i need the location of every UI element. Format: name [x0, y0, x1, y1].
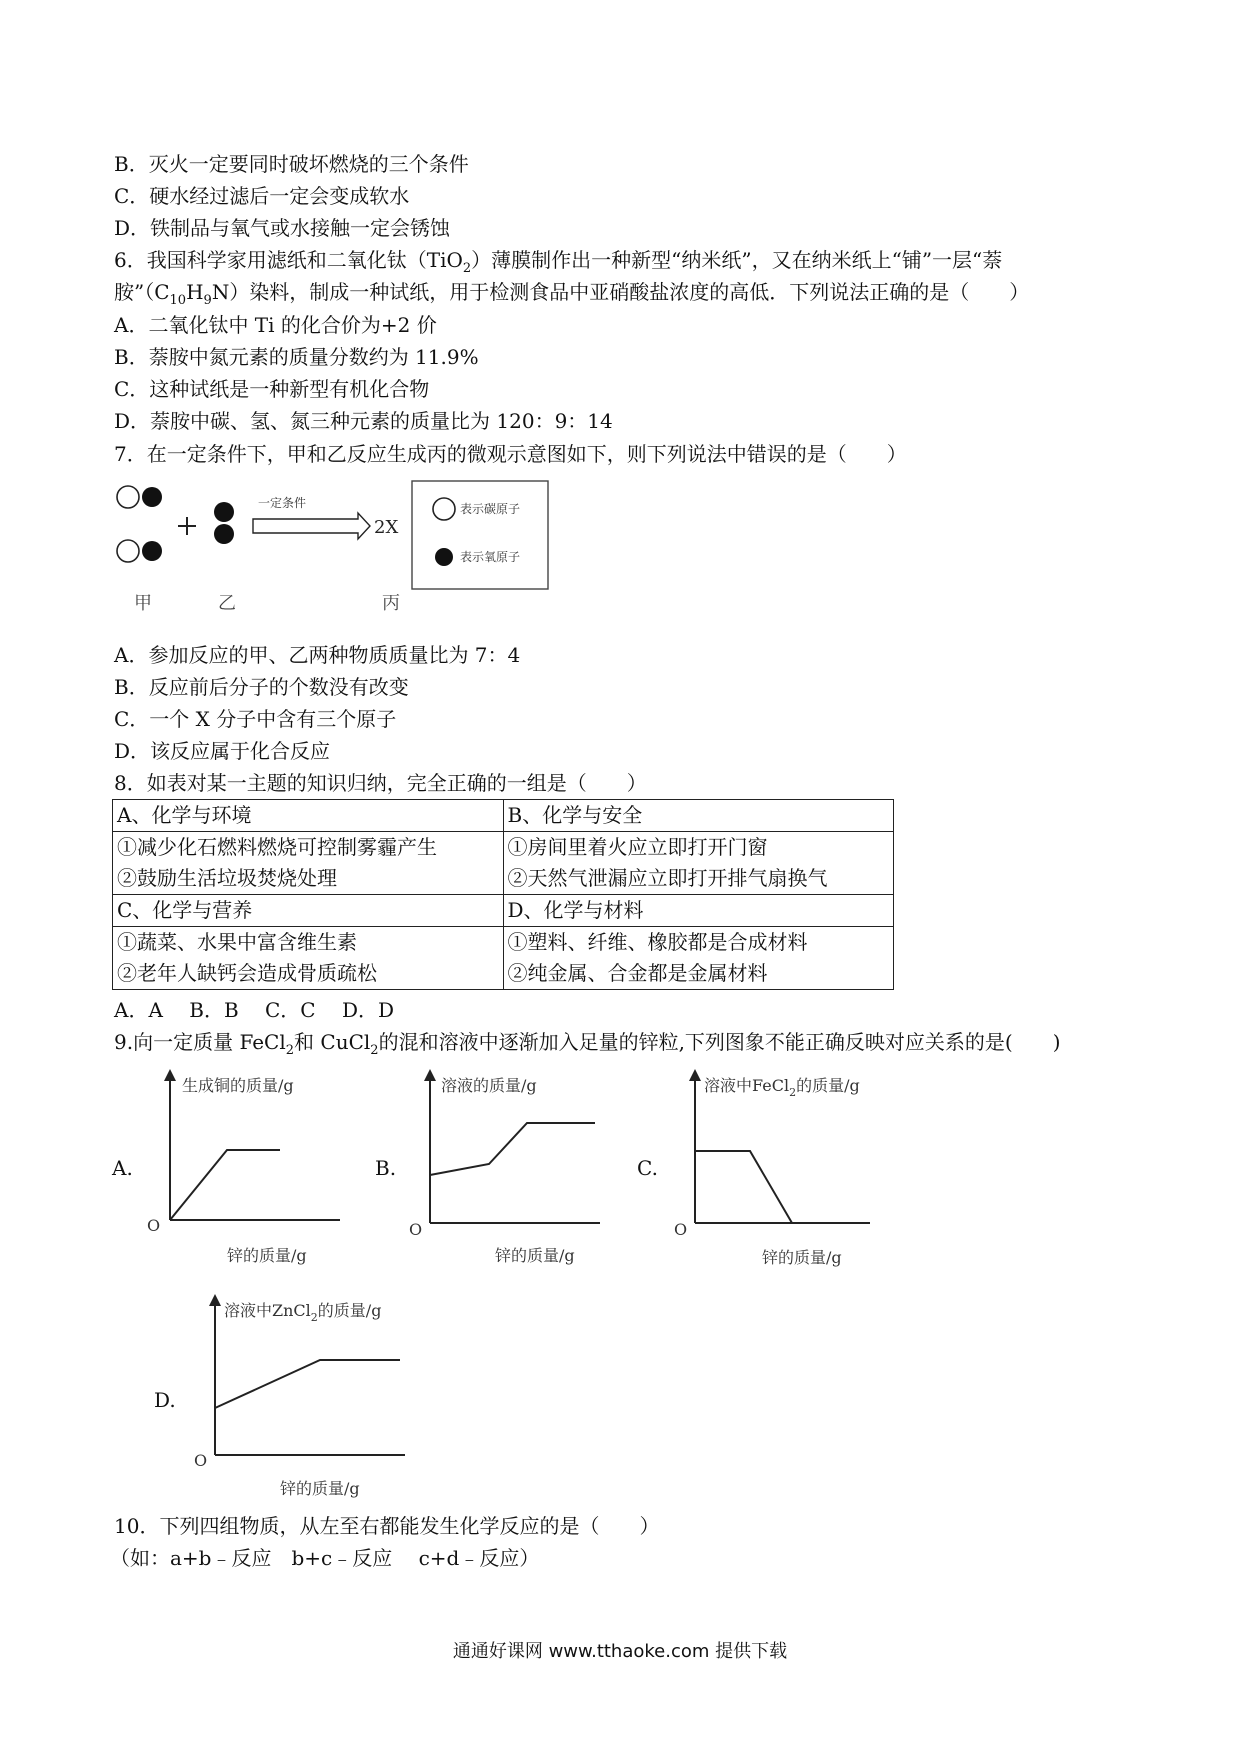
graph-a-xlabel: 锌的质量/g: [227, 1246, 307, 1265]
q7-option-a: A．参加反应的甲、乙两种物质质量比为 7：4: [114, 643, 521, 667]
table-row: [113, 895, 894, 927]
q8-options: A．A B．B C．C D．D: [114, 998, 395, 1022]
graph-d-origin: O: [194, 1451, 208, 1470]
q8-knowledge-table: [112, 799, 894, 990]
q5-option-b: B．灭火一定要同时破坏燃烧的三个条件: [114, 152, 469, 176]
table-row: [113, 832, 894, 895]
y-axis-arrow-icon: [209, 1294, 221, 1306]
graph-c-ylabel: 溶液中FeCl$_2$的质量/g: [704, 1076, 860, 1099]
q10-note: （如：a+b﹣反应 b+c﹣反应 c+d﹣反应）: [110, 1546, 540, 1570]
carbon-atom-legend: [433, 498, 455, 520]
graph-a-ylabel: 生成铜的质量/g: [182, 1076, 294, 1095]
table-row: [113, 927, 894, 990]
q6-option-c: C．这种试纸是一种新型有机化合物: [114, 377, 430, 401]
oxygen-atom: [214, 524, 234, 544]
q7-option-c: C．一个 X 分子中含有三个原子: [114, 707, 397, 731]
graph-b-ylabel: 溶液的质量/g: [441, 1076, 537, 1095]
carbon-atom: [117, 540, 139, 562]
q8-stem: 8．如表对某一主题的知识归纳，完全正确的一组是（ ）: [114, 771, 647, 795]
graph-d-label: D.: [154, 1388, 176, 1412]
graph-d: [190, 1290, 420, 1505]
graph-c-origin: O: [674, 1220, 688, 1239]
q6-option-b: B．萘胺中氮元素的质量分数约为 11.9%: [114, 345, 479, 369]
legend-oxygen: 表示氧原子: [460, 550, 521, 564]
table-cell: ①塑料、纤维、橡胶都是合成材料 ②纯金属、合金都是金属材料: [503, 927, 894, 990]
q6-option-d: D．萘胺中碳、氢、氮三种元素的质量比为 120：9：14: [114, 409, 613, 433]
table-cell: D、化学与材料: [503, 895, 894, 927]
table-cell: ①蔬菜、水果中富含维生素 ②老年人缺钙会造成骨质疏松: [113, 927, 504, 990]
q7-molecule-diagram: [108, 475, 558, 615]
legend-carbon: 表示碳原子: [460, 502, 521, 516]
graph-c-xlabel: 锌的质量/g: [762, 1248, 842, 1267]
y-axis-arrow-icon: [689, 1069, 701, 1081]
graph-a: [145, 1065, 345, 1275]
q5-option-c: C．硬水经过滤后一定会变成软水: [114, 184, 410, 208]
graph-b: [405, 1065, 605, 1275]
oxygen-atom-legend: [435, 548, 453, 566]
graph-b-curve: [430, 1123, 595, 1175]
graph-b-xlabel: 锌的质量/g: [495, 1246, 575, 1265]
label-bing: 丙: [382, 593, 400, 614]
graph-d-curve: [215, 1360, 400, 1408]
carbon-atom: [117, 486, 139, 508]
graph-a-origin: O: [147, 1216, 161, 1235]
graph-b-origin: O: [409, 1220, 423, 1239]
y-axis-arrow-icon: [164, 1069, 176, 1081]
page-footer: 通通好课网 www.tthaoke.com 提供下载: [452, 1641, 788, 1662]
table-cell: B、化学与安全: [503, 800, 894, 832]
q6-stem-line2: 胺$”(C_{10}H_9N)$染料，制成一种试纸，用于检测食品中亚硝酸盐浓度的高低．下列说法正确的是（ ）: [114, 280, 1030, 308]
label-jia: 甲: [134, 593, 152, 614]
q7-option-d: D．该反应属于化合反应: [114, 739, 331, 763]
reaction-arrow-icon: [253, 513, 370, 539]
legend-box: [412, 481, 548, 589]
q5-option-d: D．铁制品与氧气或水接触一定会锈蚀: [114, 216, 451, 240]
q6-stem-line1: 6．我国科学家用滤纸和二氧化钛（TiO$_2$）薄膜制作出一种新型“纳米纸”，又在纳米纸上“铺”一层“萘: [114, 248, 1003, 276]
table-row: [113, 800, 894, 832]
oxygen-atom: [214, 502, 234, 522]
q9-stem: 9.向一定质量 FeCl$_2$和 CuCl$_2$的混和溶液中逐渐加入足量的锌粒,下列图象不能正确反映对应关系的是( ): [114, 1030, 1061, 1058]
graph-d-xlabel: 锌的质量/g: [280, 1479, 360, 1498]
y-axis-arrow-icon: [424, 1069, 436, 1081]
graph-c-curve: [695, 1151, 792, 1223]
q6-option-a: A．二氧化钛中 Ti 的化合价为+2 价: [114, 313, 437, 337]
q7-option-b: B．反应前后分子的个数没有改变: [114, 675, 409, 699]
q7-stem: 7．在一定条件下，甲和乙反应生成丙的微观示意图如下，则下列说法中错误的是（ ）: [114, 442, 907, 466]
graph-c: [670, 1065, 900, 1275]
graph-a-curve: [170, 1150, 280, 1220]
graph-a-label: A.: [112, 1156, 133, 1180]
table-cell: ①减少化石燃料燃烧可控制雾霾产生 ②鼓励生活垃圾焚烧处理: [113, 832, 504, 895]
reaction-condition: 一定条件: [258, 496, 307, 510]
graph-b-label: B.: [375, 1156, 397, 1180]
graph-c-label: C.: [637, 1156, 658, 1180]
table-cell: C、化学与营养: [113, 895, 504, 927]
q10-stem: 10．下列四组物质，从左至右都能发生化学反应的是（ ）: [114, 1514, 660, 1538]
table-cell: ①房间里着火应立即打开门窗 ②天然气泄漏应立即打开排气扇换气: [503, 832, 894, 895]
oxygen-atom: [142, 487, 162, 507]
graph-d-ylabel: 溶液中ZnCl$_2$的质量/g: [224, 1301, 382, 1324]
product-label: 2X: [374, 517, 399, 538]
label-yi: 乙: [218, 593, 236, 614]
table-cell: A、化学与环境: [113, 800, 504, 832]
oxygen-atom: [142, 541, 162, 561]
